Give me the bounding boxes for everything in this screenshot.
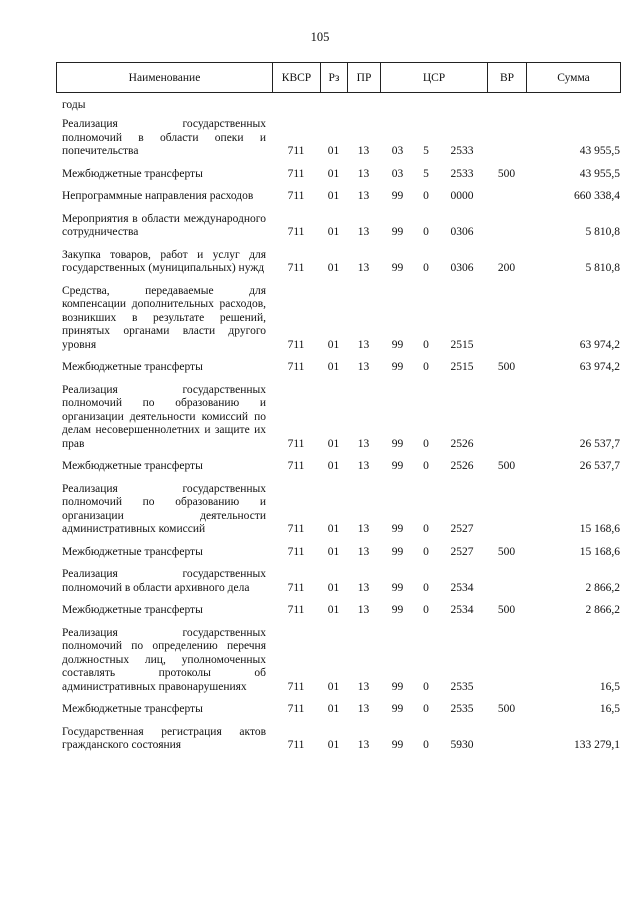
row-vr <box>487 474 526 537</box>
row-csr-program: 99 <box>391 338 404 351</box>
header-kvsr: КВСР <box>273 63 321 93</box>
row-sum: 16,5 <box>599 680 620 693</box>
row-vr: 500 <box>497 545 516 558</box>
row-name: Реализация государственных полномочий по образованию и организации деятельности административных комиссий <box>62 482 266 535</box>
row-vr: 500 <box>497 361 516 373</box>
row-vr: 500 <box>497 703 516 715</box>
row-pr: 13 <box>357 739 370 751</box>
row-csr-program: 99 <box>391 545 404 558</box>
row-csr-direction: 0306 <box>450 262 474 274</box>
row-pr: 13 <box>357 703 370 715</box>
header-pr: ПР <box>348 63 381 93</box>
row-csr-program: 99 <box>391 361 404 373</box>
table-row <box>56 559 620 595</box>
row-name: Межбюджетные трансферты <box>62 460 203 472</box>
row-name: Реализация государственных полномочий в области опеки и попечительства <box>62 118 266 157</box>
row-kvsr: 711 <box>287 604 305 616</box>
row-csr-program: 99 <box>391 680 404 693</box>
row-csr-subprogram: 0 <box>423 680 429 693</box>
row-kvsr: 711 <box>287 460 305 472</box>
row-csr-subprogram: 0 <box>423 460 429 472</box>
row-csr-subprogram: 0 <box>423 262 429 274</box>
row-csr-direction: 2535 <box>450 680 474 693</box>
row-csr-subprogram: 0 <box>423 338 429 351</box>
row-vr <box>487 559 526 595</box>
row-vr: 500 <box>497 167 516 180</box>
row-pr: 13 <box>357 167 370 180</box>
row-csr-program: 99 <box>391 262 404 274</box>
row-rz: 01 <box>327 190 340 202</box>
table-row <box>56 181 620 204</box>
row-name: Реализация государственных полномочий по определению перечня должностных лиц, уполномоченных составлять протоколы об административных правонарушениях <box>62 626 266 693</box>
row-kvsr: 711 <box>287 437 305 450</box>
row-name: Непрограммные направления расходов <box>62 190 254 202</box>
row-csr-subprogram: 0 <box>423 226 429 238</box>
row-sum: 2 866,2 <box>585 581 620 594</box>
row-name: Межбюджетные трансферты <box>62 604 203 616</box>
row-csr-direction: 2535 <box>450 703 474 715</box>
row-kvsr: 711 <box>287 739 305 751</box>
row-sum: 15 168,6 <box>579 523 620 535</box>
row-sum: 2 866,2 <box>585 604 620 616</box>
row-rz: 01 <box>327 680 340 693</box>
row-name: Межбюджетные трансферты <box>62 703 203 715</box>
row-kvsr: 711 <box>287 581 305 594</box>
row-rz: 01 <box>327 167 340 180</box>
row-name: Реализация государственных полномочий в области архивного дела <box>62 568 266 594</box>
row-csr-program: 99 <box>391 604 404 616</box>
row-csr-subprogram: 0 <box>423 523 429 535</box>
row-csr-subprogram: 0 <box>423 581 429 594</box>
row-csr-subprogram: 0 <box>423 190 429 202</box>
row-vr <box>487 118 526 159</box>
row-sum: 15 168,6 <box>579 545 620 558</box>
row-vr <box>487 276 526 353</box>
row-sum: 660 338,4 <box>574 190 620 202</box>
row-rz: 01 <box>327 145 340 157</box>
row-csr-subprogram: 0 <box>423 361 429 373</box>
row-kvsr: 711 <box>287 338 305 351</box>
row-vr: 200 <box>497 262 516 274</box>
row-rz: 01 <box>327 338 340 351</box>
table-row <box>56 159 620 182</box>
table-row <box>56 352 620 375</box>
row-csr-direction: 2527 <box>450 523 474 535</box>
row-name: Межбюджетные трансферты <box>62 167 203 180</box>
row-kvsr: 711 <box>287 703 305 715</box>
row-name: Средства, передаваемые для компенсации дополнительных расходов, возникших в результате решений, принятых органами власти другого уровня <box>62 284 266 351</box>
row-csr-program: 99 <box>391 703 404 715</box>
row-pr: 13 <box>357 604 370 616</box>
row-kvsr: 711 <box>287 190 305 202</box>
page-number: 105 <box>310 30 330 44</box>
row-sum: 43 955,5 <box>579 167 620 180</box>
row-kvsr: 711 <box>287 680 305 693</box>
row-vr <box>487 717 526 753</box>
row-csr-direction: 2534 <box>450 604 474 616</box>
row-csr-direction: 2515 <box>450 338 474 351</box>
row-name: Межбюджетные трансферты <box>62 361 203 373</box>
table-row <box>56 595 620 618</box>
row-csr-direction: 5930 <box>450 739 474 751</box>
row-pr: 13 <box>357 545 370 558</box>
row-csr-program: 99 <box>391 460 404 472</box>
header-csr: ЦСР <box>381 63 488 93</box>
table-row <box>56 618 620 695</box>
row-name: Закупка товаров, работ и услуг для государственных (муниципальных) нужд <box>62 248 266 274</box>
row-kvsr: 711 <box>287 523 305 535</box>
row-rz: 01 <box>327 581 340 594</box>
row-pr: 13 <box>357 338 370 351</box>
row-csr-program: 99 <box>391 190 404 202</box>
table-row <box>56 240 620 276</box>
row-kvsr: 711 <box>287 545 305 558</box>
row-pr: 13 <box>357 262 370 274</box>
row-sum: 63 974,2 <box>579 361 620 373</box>
row-pr: 13 <box>357 680 370 693</box>
row-rz: 01 <box>327 262 340 274</box>
table-row <box>56 375 620 452</box>
row-sum: 16,5 <box>599 703 620 715</box>
row-rz: 01 <box>327 703 340 715</box>
table-header <box>56 62 621 93</box>
row-csr-direction: 2526 <box>450 437 474 450</box>
row-csr-program: 99 <box>391 739 404 751</box>
row-pr: 13 <box>357 145 370 157</box>
row-csr-direction: 2527 <box>450 545 474 558</box>
continuation-text: годы <box>62 99 86 111</box>
row-pr: 13 <box>357 190 370 202</box>
table-row <box>56 118 620 159</box>
row-pr: 13 <box>357 361 370 373</box>
row-kvsr: 711 <box>287 361 305 373</box>
row-pr: 13 <box>357 523 370 535</box>
table-row <box>56 451 620 474</box>
row-sum: 5 810,8 <box>585 262 620 274</box>
row-name: Мероприятия в области международного сотрудничества <box>62 212 266 238</box>
header-name: Наименование <box>57 63 273 93</box>
row-name: Государственная регистрация актов гражданского состояния <box>62 725 266 751</box>
table-row <box>56 717 620 753</box>
row-csr-program: 03 <box>391 167 404 180</box>
row-vr <box>487 618 526 695</box>
row-csr-program: 99 <box>391 581 404 594</box>
row-rz: 01 <box>327 460 340 472</box>
table-row <box>56 204 620 240</box>
row-csr-subprogram: 5 <box>423 145 429 157</box>
row-rz: 01 <box>327 226 340 238</box>
row-pr: 13 <box>357 226 370 238</box>
row-name: Межбюджетные трансферты <box>62 545 203 558</box>
row-csr-direction: 2515 <box>450 361 474 373</box>
row-name: Реализация государственных полномочий по образованию и организации деятельности комиссий по делам несовершеннолетних и защите их прав <box>62 383 266 450</box>
row-csr-subprogram: 0 <box>423 545 429 558</box>
row-kvsr: 711 <box>287 167 305 180</box>
row-csr-subprogram: 5 <box>423 167 429 180</box>
row-csr-direction: 2533 <box>450 145 474 157</box>
row-csr-direction: 2533 <box>450 167 474 180</box>
row-sum: 5 810,8 <box>585 226 620 238</box>
table-row <box>56 474 620 537</box>
row-csr-direction: 2534 <box>450 581 474 594</box>
row-sum: 43 955,5 <box>579 145 620 157</box>
row-csr-program: 03 <box>391 145 404 157</box>
row-pr: 13 <box>357 581 370 594</box>
row-kvsr: 711 <box>287 226 305 238</box>
table-row <box>56 276 620 353</box>
row-csr-direction: 0306 <box>450 226 474 238</box>
row-csr-subprogram: 0 <box>423 437 429 450</box>
row-rz: 01 <box>327 523 340 535</box>
row-csr-program: 99 <box>391 226 404 238</box>
row-rz: 01 <box>327 545 340 558</box>
row-csr-direction: 0000 <box>450 190 474 202</box>
row-csr-subprogram: 0 <box>423 703 429 715</box>
row-vr: 500 <box>497 460 516 472</box>
row-vr: 500 <box>497 604 516 616</box>
row-csr-subprogram: 0 <box>423 739 429 751</box>
row-csr-subprogram: 0 <box>423 604 429 616</box>
budget-table <box>56 118 620 753</box>
header-sum: Сумма <box>527 63 621 93</box>
row-rz: 01 <box>327 437 340 450</box>
row-sum: 63 974,2 <box>579 338 620 351</box>
row-pr: 13 <box>357 437 370 450</box>
row-rz: 01 <box>327 739 340 751</box>
row-rz: 01 <box>327 604 340 616</box>
row-vr <box>487 375 526 452</box>
row-csr-program: 99 <box>391 523 404 535</box>
row-pr: 13 <box>357 460 370 472</box>
header-rz: Рз <box>321 63 348 93</box>
row-kvsr: 711 <box>287 145 305 157</box>
table-row <box>56 694 620 717</box>
row-csr-program: 99 <box>391 437 404 450</box>
table-row <box>56 537 620 560</box>
row-kvsr: 711 <box>287 262 305 274</box>
row-sum: 133 279,1 <box>574 739 620 751</box>
row-sum: 26 537,7 <box>579 437 620 450</box>
row-vr <box>487 181 526 204</box>
row-rz: 01 <box>327 361 340 373</box>
header-vr: ВР <box>488 63 527 93</box>
row-sum: 26 537,7 <box>579 460 620 472</box>
row-vr <box>487 204 526 240</box>
row-csr-direction: 2526 <box>450 460 474 472</box>
